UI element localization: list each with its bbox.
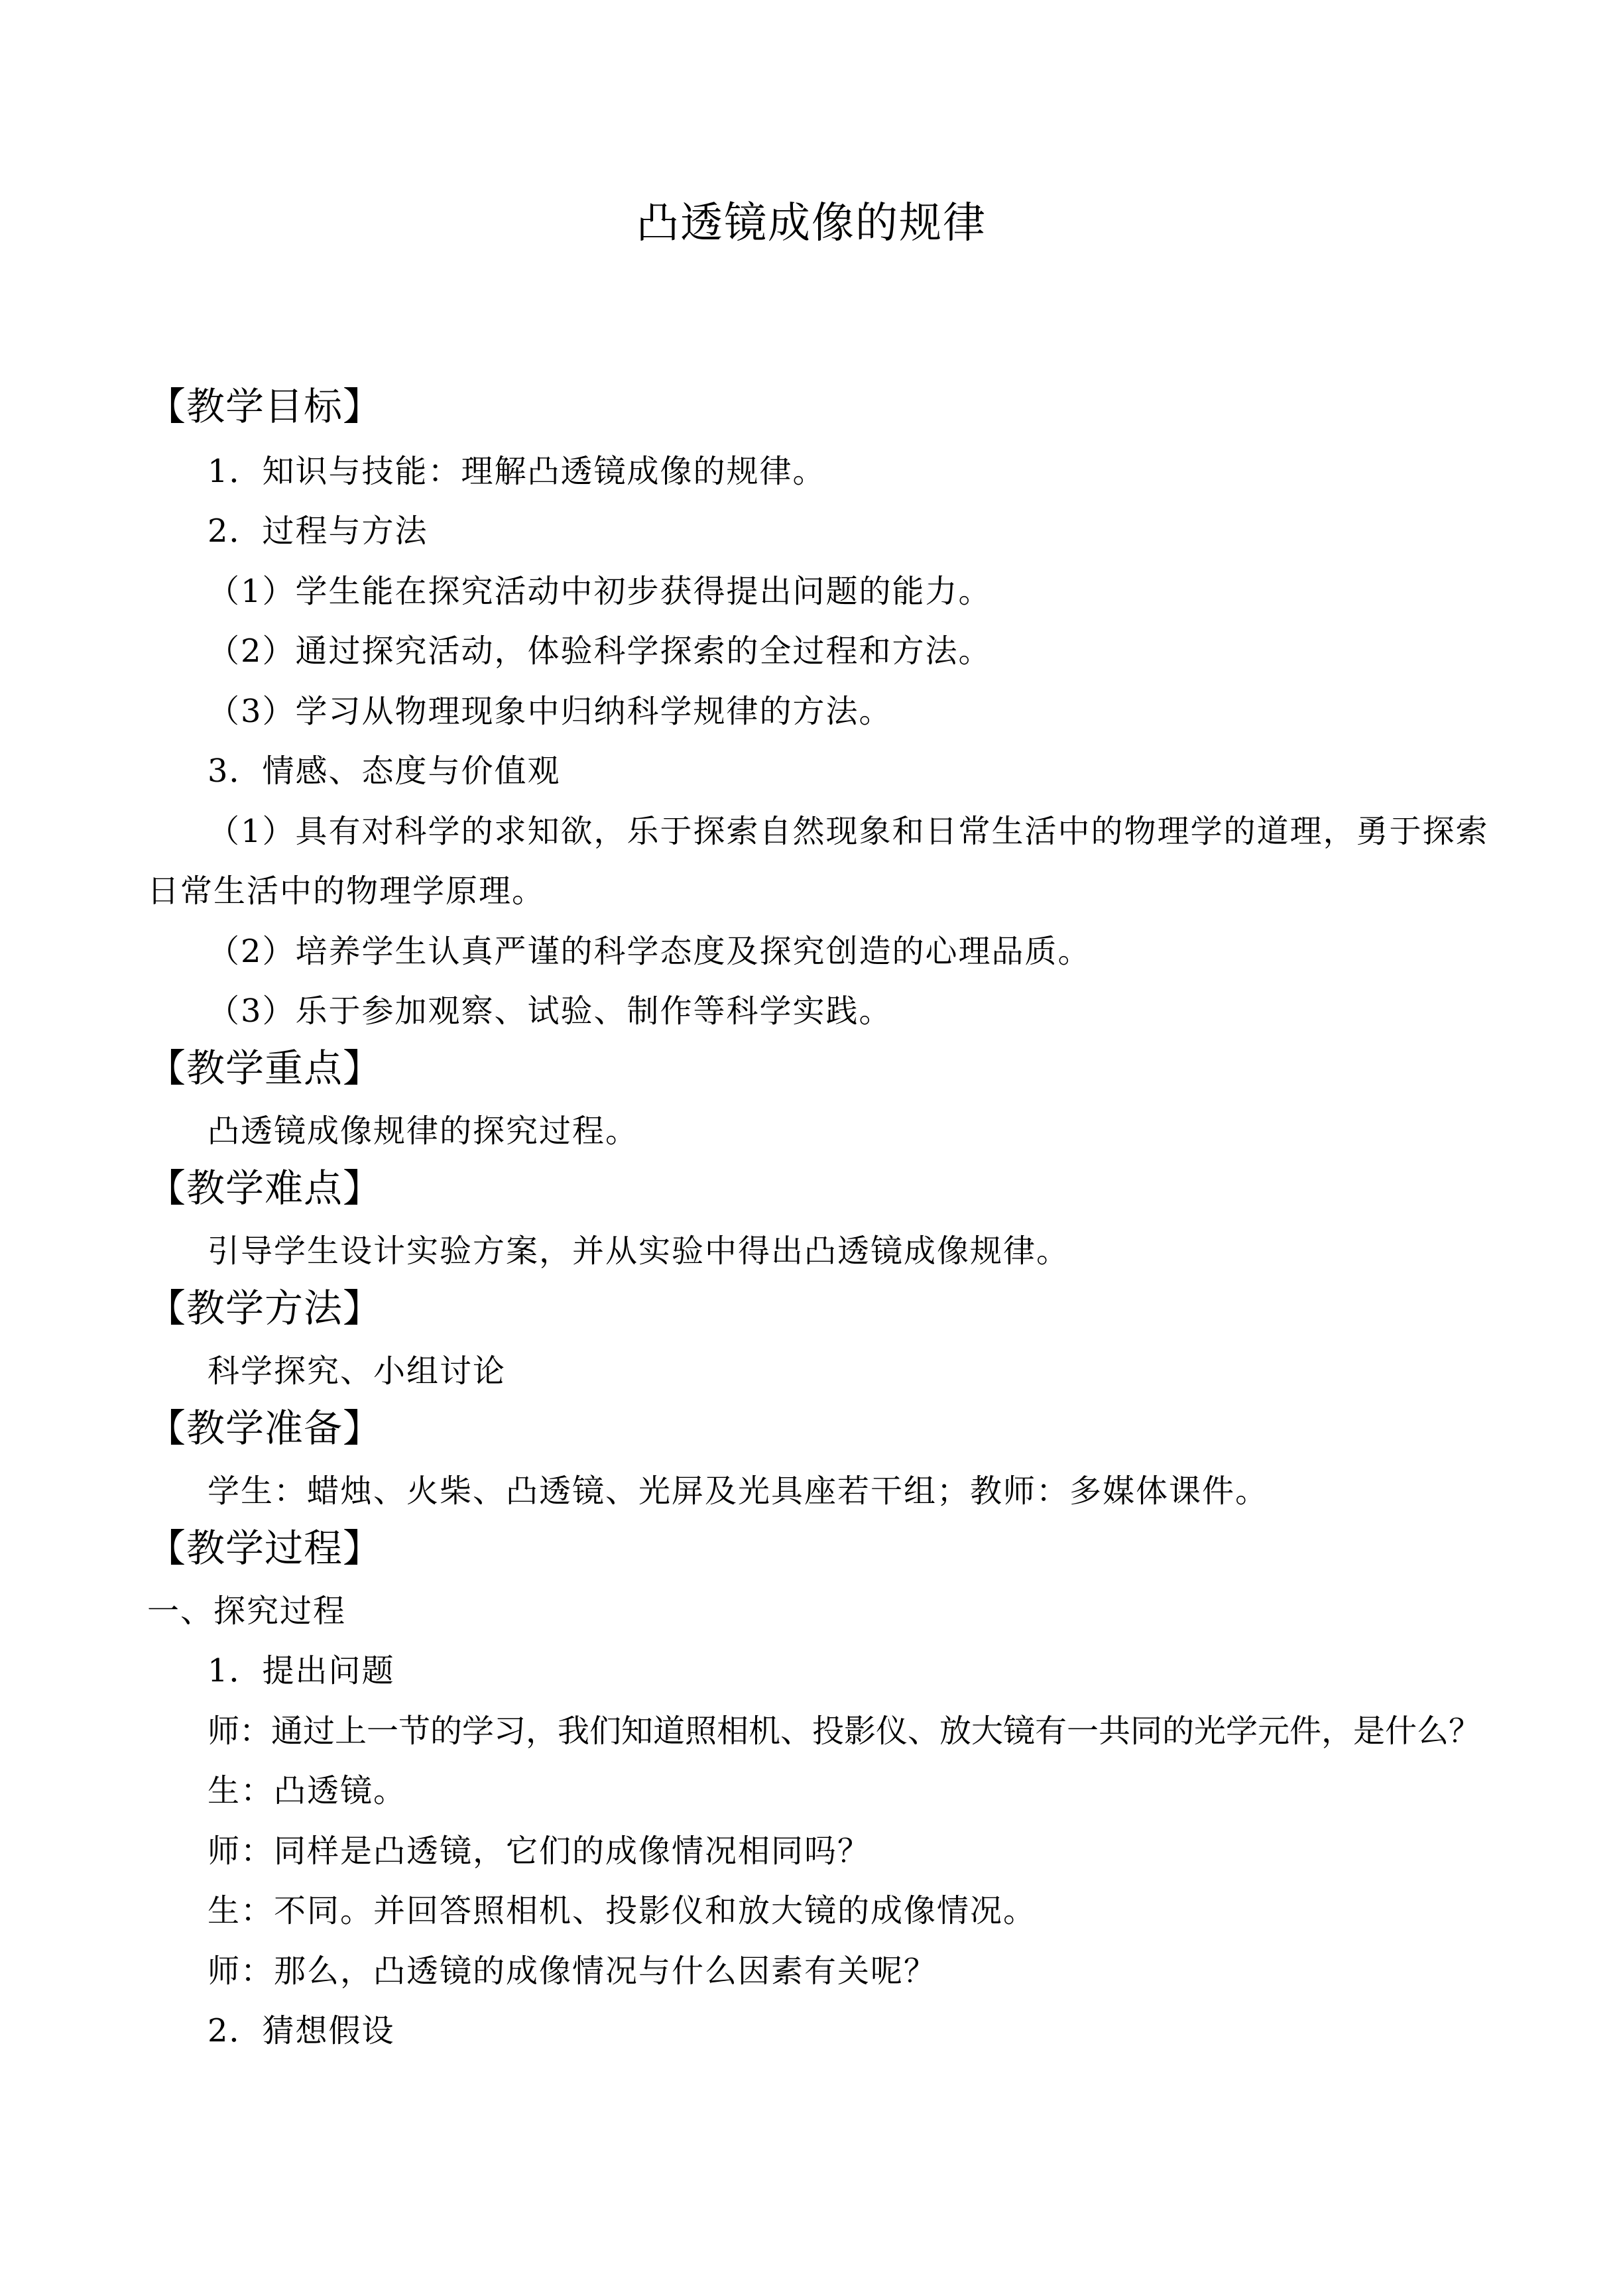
heading-key-points: 【教学重点】 <box>147 1046 383 1091</box>
process-line-6: 生：不同。并回答照相机、投影仪和放大镜的成像情况。 <box>208 1892 1037 1929</box>
process-line-3: 师：通过上一节的学习，我们知道照相机、投影仪、放大镜有一共同的光学元件，是什么？ <box>208 1713 1481 1750</box>
heading-process: 【教学过程】 <box>147 1526 383 1571</box>
objective-line-4: （2）通过探究活动，体验科学探索的全过程和方法。 <box>208 633 992 670</box>
methods-text: 科学探究、小组讨论 <box>208 1353 507 1390</box>
objective-line-8: 日常生活中的物理学原理。 <box>147 873 546 910</box>
heading-preparation: 【教学准备】 <box>147 1406 383 1451</box>
objective-line-3: （1）学生能在探究活动中初步获得提出问题的能力。 <box>208 573 992 610</box>
process-line-8: 2．猜想假设 <box>208 2012 395 2049</box>
heading-teaching-objectives: 【教学目标】 <box>147 384 383 429</box>
process-line-2: 1．提出问题 <box>208 1652 395 1689</box>
process-line-4: 生：凸透镜。 <box>208 1772 407 1809</box>
objective-line-6: 3．情感、态度与价值观 <box>208 753 561 790</box>
process-line-1: 一、探究过程 <box>147 1593 347 1630</box>
document-title: 凸透镜成像的规律 <box>636 199 987 248</box>
heading-methods: 【教学方法】 <box>147 1286 383 1331</box>
objective-line-2: 2．过程与方法 <box>208 513 428 550</box>
objective-line-9: （2）培养学生认真严谨的科学态度及探究创造的心理品质。 <box>208 933 1091 970</box>
difficulties-text: 引导学生设计实验方案，并从实验中得出凸透镜成像规律。 <box>208 1233 1070 1270</box>
objective-line-5: （3）学习从物理现象中归纳科学规律的方法。 <box>208 693 892 730</box>
objective-line-1: 1．知识与技能：理解凸透镜成像的规律。 <box>208 453 826 490</box>
objective-line-7: （1）具有对科学的求知欲，乐于探索自然现象和日常生活中的物理学的道理，勇于探索 <box>208 813 1489 850</box>
heading-difficulties: 【教学难点】 <box>147 1166 383 1211</box>
process-line-5: 师：同样是凸透镜，它们的成像情况相同吗？ <box>208 1833 871 1870</box>
process-line-7: 师：那么，凸透镜的成像情况与什么因素有关呢？ <box>208 1953 937 1990</box>
preparation-text: 学生：蜡烛、火柴、凸透镜、光屏及光具座若干组；教师：多媒体课件。 <box>208 1473 1269 1510</box>
objective-line-10: （3）乐于参加观察、试验、制作等科学实践。 <box>208 993 892 1030</box>
key-points-text: 凸透镜成像规律的探究过程。 <box>208 1113 639 1150</box>
